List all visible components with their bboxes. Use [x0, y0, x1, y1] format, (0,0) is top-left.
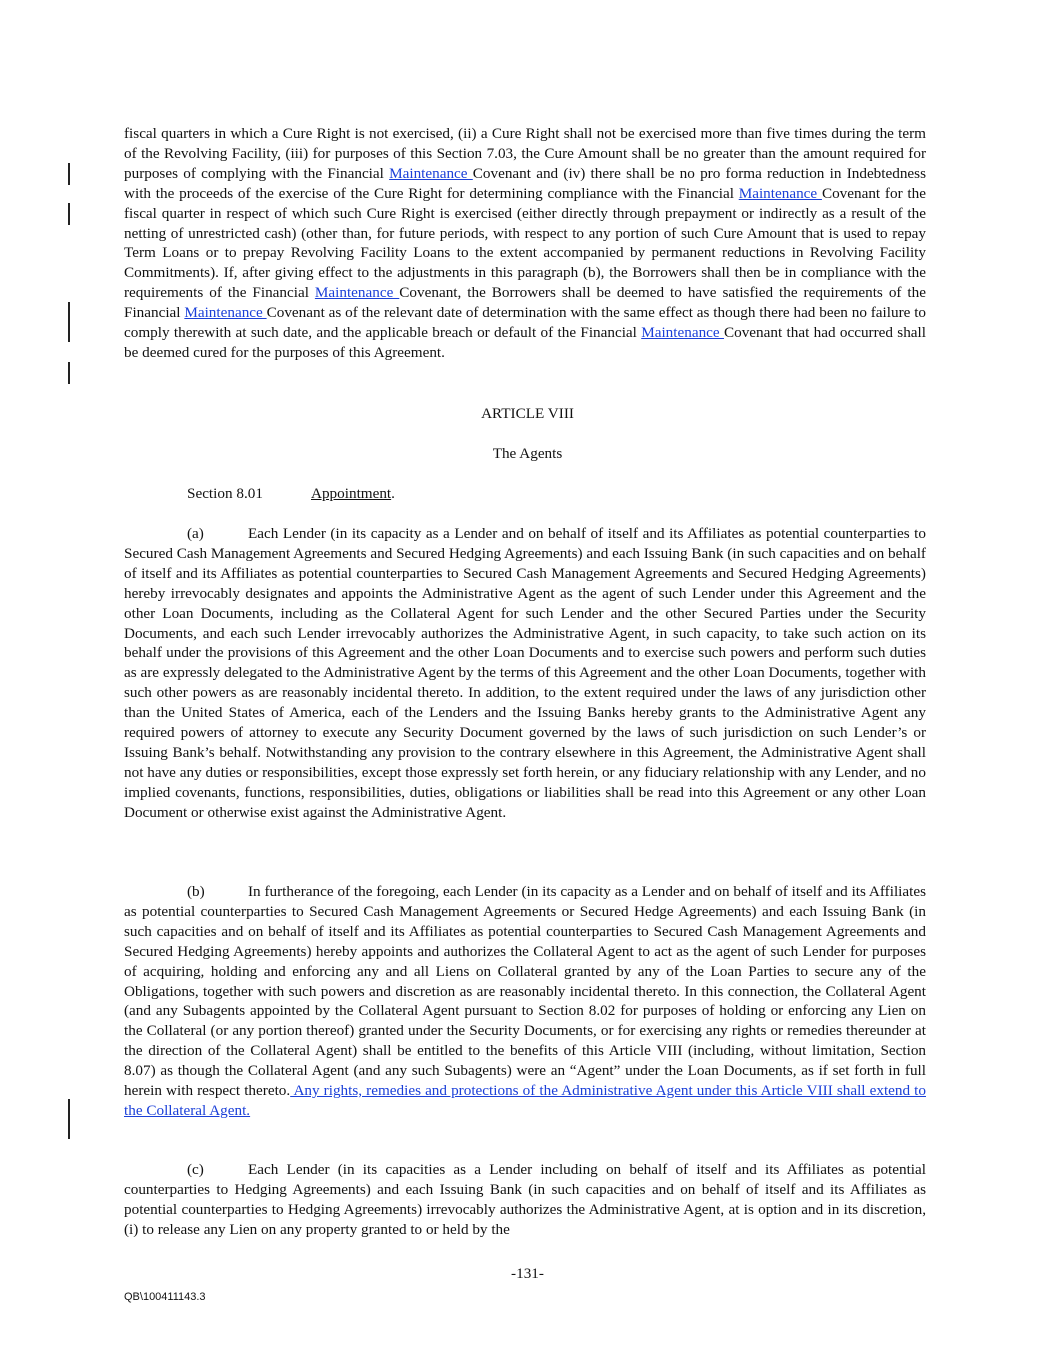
paragraph-c	[124, 1160, 926, 1240]
inserted-text: Maintenance	[641, 324, 724, 342]
inserted-text: Maintenance	[184, 304, 267, 322]
paragraph-text: Covenant and (iv) there shall be no pro forma reduction in Indebtedness with the proceeds of the exercise of the Cure Right for determining compliance with the Financial	[124, 164, 926, 202]
page-number: -131-	[511, 1265, 544, 1282]
change-bar	[68, 203, 70, 225]
paragraph-label: (a)	[187, 525, 204, 542]
paragraph-label: (b)	[187, 883, 205, 900]
paragraph-text: Each Lender (in its capacity as a Lender and on behalf of itself and its Affiliates as potential counterparties to Secured Cash Management Agreements and Secured Hedging Agreements) and each Issuing Bank (in such capacities and on behalf of itself and its Affiliates as potential counterparties to Secured Cash Management Agreements and Secured Hedging Agreements) hereby irrevocably designates and appoints the Administrative Agent as the agent of such Lender under this Agreement and the other Loan Documents, including as the Collateral Agent for such Lender and the other Secured Parties under the Security Documents, and each such Lender irrevocably authorizes the Administrative Agent, in such capacity, to take such action on its behalf under the provisions of this Agreement and the other Loan Documents and to exercise such powers and perform such duties as are expressly delegated to the Administrative Agent by the terms of this Agreement and the other Loan Documents, together with such other powers as are reasonably incidental thereto. In addition, to the extent required under the laws of any jurisdiction other than the United States of America, each of the Lenders and the Issuing Banks hereby grants to the Administrative Agent any required powers of attorney to execute any Security Document governed by the laws of such jurisdiction on such Lender’s or Issuing Bank’s behalf. Notwithstanding any provision to the contrary elsewhere in this Agreement, the Administrative Agent shall not have any duties or responsibilities, except those expressly set forth herein, or any fiduciary relationship with any Lender, and no implied covenants, functions, responsibilities, duties, obligations or liabilities shall be read into this Agreement or any other Loan Document or otherwise exist against the Administrative Agent.	[124, 525, 926, 821]
inserted-text: Any rights, remedies and protections of the Administrative Agent under this Article VIII shall extend to the Collateral Agent.	[124, 1082, 926, 1119]
paragraph-b	[124, 882, 926, 1121]
inserted-text: Maintenance	[738, 184, 822, 202]
article-heading: ARTICLE VIII	[481, 405, 574, 422]
paragraph-text: fiscal quarters in which a Cure Right is not exercised, (ii) a Cure Right shall not be exercised more than five times during the term of the Revolving Facility, (iii) for purposes of this Section 7.03, the Cure Amount shall be no greater than the amount required for purposes of complying with the Financial	[124, 125, 926, 182]
change-bar	[68, 362, 70, 384]
inserted-text: Maintenance	[314, 284, 400, 302]
section-title-period: .	[391, 485, 395, 502]
paragraph-text: Covenant for the fiscal quarter in respect of which such Cure Right is exercised (either directly through prepayment or indirectly as a result of the netting of unrestricted cash) (other than, for future periods, with respect to any portion of such Cure Amount that is used to repay Term Loans or to prepay Revolving Facility Loans to the extent accompanied by permanent reductions in Revolving Facility Commitments). If, after giving effect to the adjustments in this paragraph (b), the Borrowers shall then be in compliance with the requirements of the Financial	[124, 184, 926, 302]
paragraph-text: Covenant as of the relevant date of determination with the same effect as though there had been no failure to comply therewith at such date, and the applicable breach or default of the Financial	[124, 304, 927, 342]
section-heading	[187, 484, 395, 504]
paragraph-text: Covenant that had occurred shall be deemed cured for the purposes of this Agreement.	[124, 324, 926, 361]
article-subtitle: The Agents	[492, 445, 563, 462]
paragraph-label: (c)	[187, 1161, 204, 1178]
paragraph-text: In furtherance of the foregoing, each Lender (in its capacity as a Lender and on behalf of itself and its Affiliates as potential counterparties to Secured Cash Management Agreements or Secured Hedge Agreements) and each Issuing Bank (in such capacities and on behalf of itself and its Affiliates as potential counterparties to Secured Cash Management Agreements and Secured Hedging Agreements) hereby appoints and authorizes the Collateral Agent to act as the agent of such Lender for purposes of acquiring, holding and enforcing any and all Liens on Collateral granted by any of the Loan Parties to secure any of the Obligations, together with such powers and discretion as are reasonably incidental thereto. In this connection, the Collateral Agent (and any Subagents appointed by the Collateral Agent pursuant to Section 8.02 for purposes of holding or enforcing any Lien on the Collateral (or any portion thereof) granted under the Security Documents, or for exercising any rights or remedies thereunder at the direction of the Collateral Agent) shall be entitled to the benefits of this Article VIII (including, without limitation, Section 8.07) as though the Collateral Agent (and any such Subagents) were an “Agent” under the Loan Documents, as if set forth in full herein with respect thereto.	[124, 883, 926, 1100]
inserted-text: Maintenance	[389, 164, 473, 182]
document-id: QB\100411143.3	[124, 1291, 206, 1303]
change-bar	[68, 1099, 70, 1139]
section-number: Section 8.01	[187, 485, 263, 502]
change-bar	[68, 302, 70, 342]
section-title: Appointment	[311, 485, 392, 502]
paragraph-text: Covenant, the Borrowers shall be deemed to have satisfied the requirements of the Financial	[124, 284, 926, 322]
paragraph-text: Each Lender (in its capacities as a Lender including on behalf of itself and its Affiliates as potential counterparties to Hedging Agreements) and each Issuing Bank (in such capacities and on behalf of itself and its Affiliates as potential counterparties to Hedging Agreements) irrevocably authorizes the Administrative Agent, at is option and in its discretion, (i) to release any Lien on any property granted to or held by the	[124, 1161, 926, 1238]
cure-right-paragraph	[124, 124, 926, 363]
paragraph-a	[124, 524, 926, 823]
change-bar	[68, 163, 70, 185]
